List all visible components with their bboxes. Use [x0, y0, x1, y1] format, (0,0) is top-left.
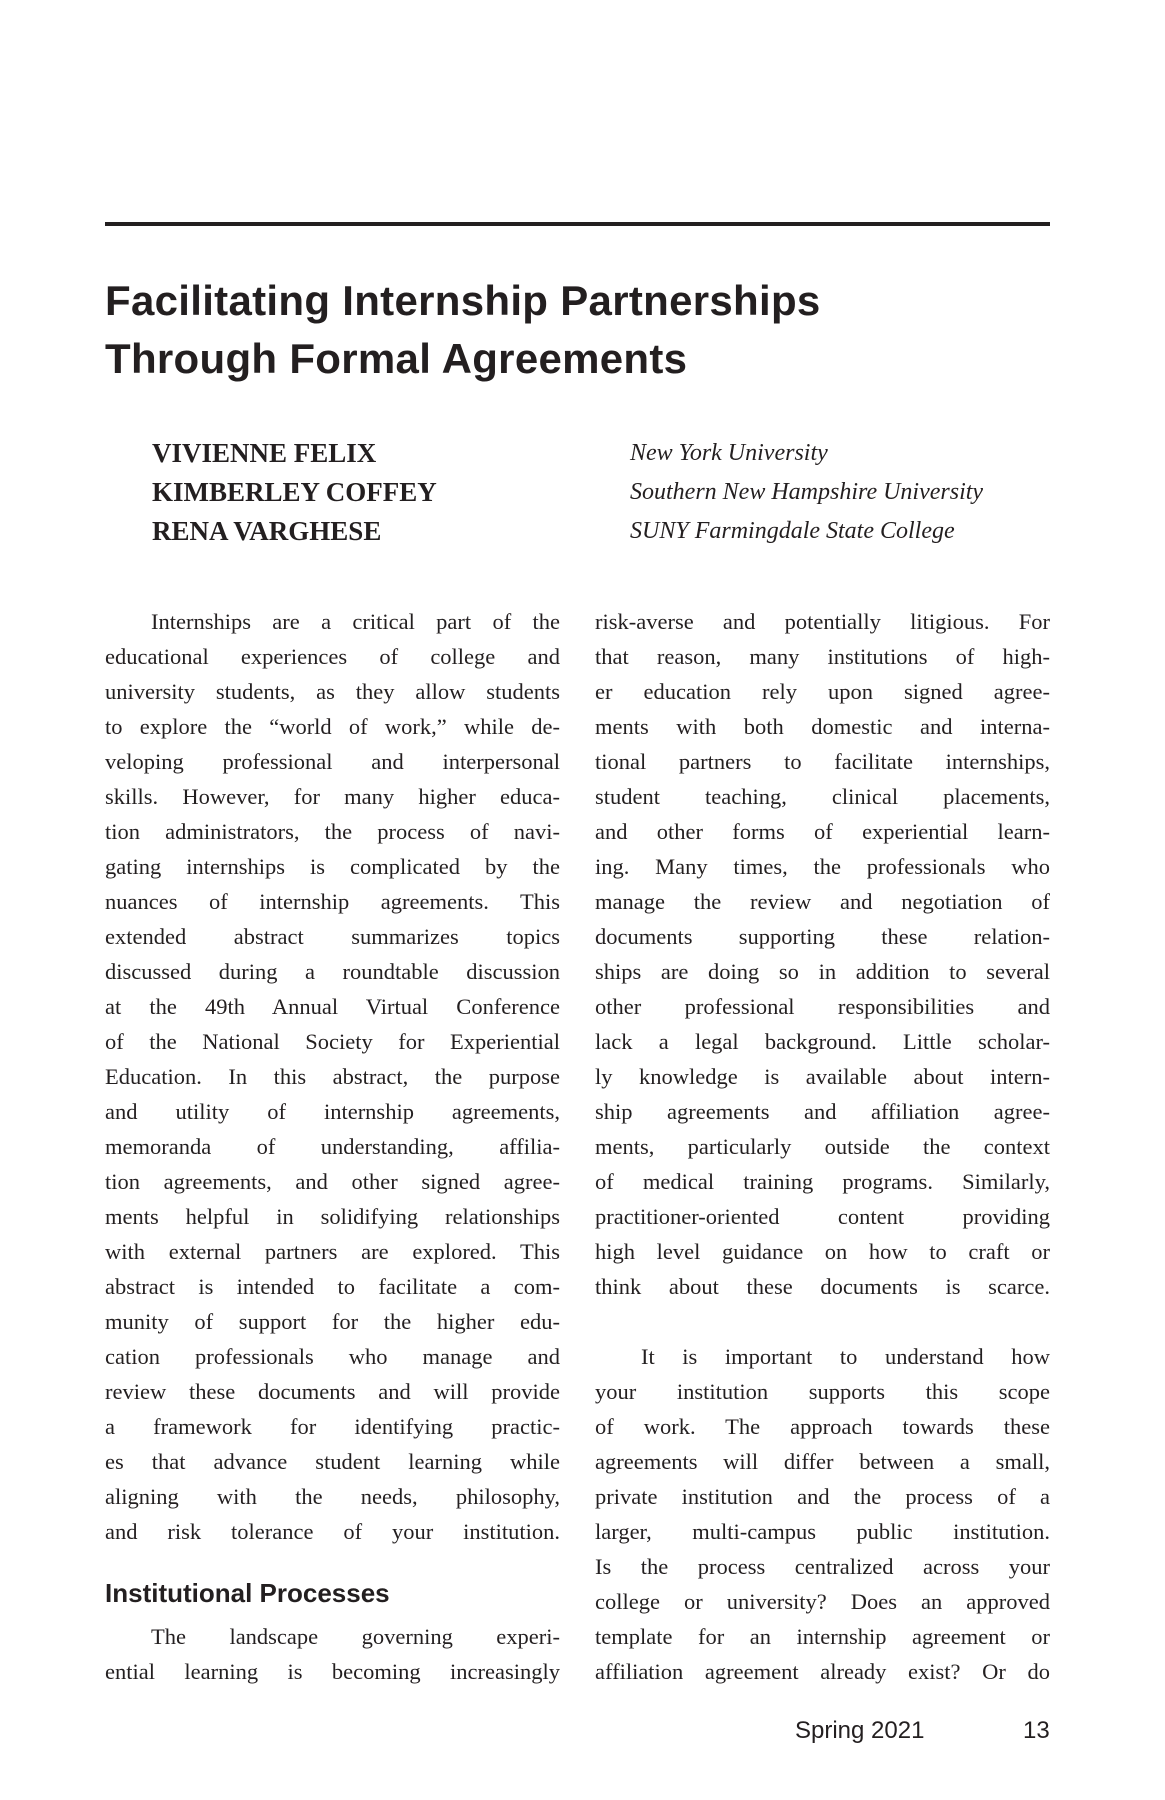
left-column-section [105, 1619, 560, 1689]
text-line: ments, particularly outside the context [595, 1134, 1050, 1159]
text-line: The landscape governing experi- [151, 1624, 560, 1649]
text-line: and other forms of experiential learn- [595, 819, 1050, 844]
text-line: manage the review and negotiation of [595, 889, 1050, 914]
text-line: er education rely upon signed agree- [595, 679, 1050, 704]
text-line: other professional responsibilities and [595, 994, 1050, 1019]
text-line: university students, as they allow students [105, 679, 560, 704]
text-line: template for an internship agreement or [595, 1624, 1050, 1649]
text-line: ly knowledge is available about intern- [595, 1064, 1050, 1089]
text-line: ing. Many times, the professionals who [595, 854, 1050, 879]
text-line: Internships are a critical part of the [151, 609, 560, 634]
text-line: aligning with the needs, philosophy, [105, 1484, 560, 1509]
text-line: think about these documents is scarce. [595, 1274, 1050, 1299]
title-rule [105, 222, 1050, 226]
text-line: of the National Society for Experiential [105, 1029, 560, 1054]
text-line: at the 49th Annual Virtual Conference [105, 994, 560, 1019]
text-line: memoranda of understanding, affilia- [105, 1134, 560, 1159]
text-line: documents supporting these relation- [595, 924, 1050, 949]
text-line: practitioner-oriented content providing [595, 1204, 1050, 1229]
author-name: RENA VARGHESE [152, 516, 382, 546]
author-name: KIMBERLEY COFFEY [152, 477, 437, 507]
text-line: college or university? Does an approved [595, 1589, 1050, 1614]
affiliation-list [630, 434, 983, 551]
text-line: tional partners to facilitate internships, [595, 749, 1050, 774]
text-line: larger, multi-campus public institution. [595, 1519, 1050, 1544]
page-number: 13 [1023, 1717, 1050, 1744]
text-line: ential learning is becoming increasingly [105, 1659, 560, 1684]
text-line: ships are doing so in addition to several [595, 959, 1050, 984]
text-line: veloping professional and interpersonal [105, 749, 560, 774]
text-line: private institution and the process of a [595, 1484, 1050, 1509]
text-line: that reason, many institutions of high- [595, 644, 1050, 669]
text-line: and utility of internship agreements, [105, 1099, 560, 1124]
text-line: affiliation agreement already exist? Or do [595, 1659, 1050, 1684]
text-line: lack a legal background. Little scholar- [595, 1029, 1050, 1054]
left-column-abstract [105, 604, 560, 1549]
text-line: student teaching, clinical placements, [595, 784, 1050, 809]
author-affiliation: New York University [630, 440, 828, 466]
text-line: of work. The approach towards these [595, 1414, 1050, 1439]
text-line: risk-averse and potentially litigious. For [595, 609, 1050, 634]
text-line: a framework for identifying practic- [105, 1414, 560, 1439]
text-line: agreements will differ between a small, [595, 1449, 1050, 1474]
footer-issue: Spring 2021 [795, 1717, 925, 1744]
text-line: Education. In this abstract, the purpose [105, 1064, 560, 1089]
text-line: tion agreements, and other signed agree- [105, 1169, 560, 1194]
text-line: nuances of internship agreements. This [105, 889, 560, 914]
text-line: cation professionals who manage and [105, 1344, 560, 1369]
text-line: high level guidance on how to craft or [595, 1239, 1050, 1264]
text-line: ments helpful in solidifying relationships [105, 1204, 560, 1229]
text-line: tion administrators, the process of navi- [105, 819, 560, 844]
text-line: gating internships is complicated by the [105, 854, 560, 879]
text-line: It is important to understand how [641, 1344, 1050, 1369]
author-list [152, 434, 437, 551]
title-line: Through Formal Agreements [105, 335, 688, 382]
text-line: with external partners are explored. This [105, 1239, 560, 1264]
paragraph-gap [595, 1304, 1050, 1339]
text-line: abstract is intended to facilitate a com- [105, 1274, 560, 1299]
text-line: skills. However, for many higher educa- [105, 784, 560, 809]
text-line: ments with both domestic and interna- [595, 714, 1050, 739]
right-column [595, 604, 1050, 1689]
text-line: es that advance student learning while [105, 1449, 560, 1474]
author-affiliation: SUNY Farmingdale State College [630, 518, 955, 544]
author-affiliation: Southern New Hampshire University [630, 479, 984, 505]
text-line: of medical training programs. Similarly, [595, 1169, 1050, 1194]
text-line: munity of support for the higher edu- [105, 1309, 560, 1334]
text-line: and risk tolerance of your institution. [105, 1519, 560, 1544]
text-line: Is the process centralized across your [595, 1554, 1050, 1579]
article-title [105, 272, 1065, 388]
author-name: VIVIENNE FELIX [152, 438, 377, 468]
section-heading: Institutional Processes [105, 1578, 390, 1608]
title-line: Facilitating Internship Partnerships [105, 277, 821, 324]
text-line: extended abstract summarizes topics [105, 924, 560, 949]
text-line: your institution supports this scope [595, 1379, 1050, 1404]
text-line: educational experiences of college and [105, 644, 560, 669]
text-line: to explore the “world of work,” while de- [105, 714, 560, 739]
text-line: discussed during a roundtable discussion [105, 959, 560, 984]
text-line: ship agreements and affiliation agree- [595, 1099, 1050, 1124]
text-line: review these documents and will provide [105, 1379, 560, 1404]
